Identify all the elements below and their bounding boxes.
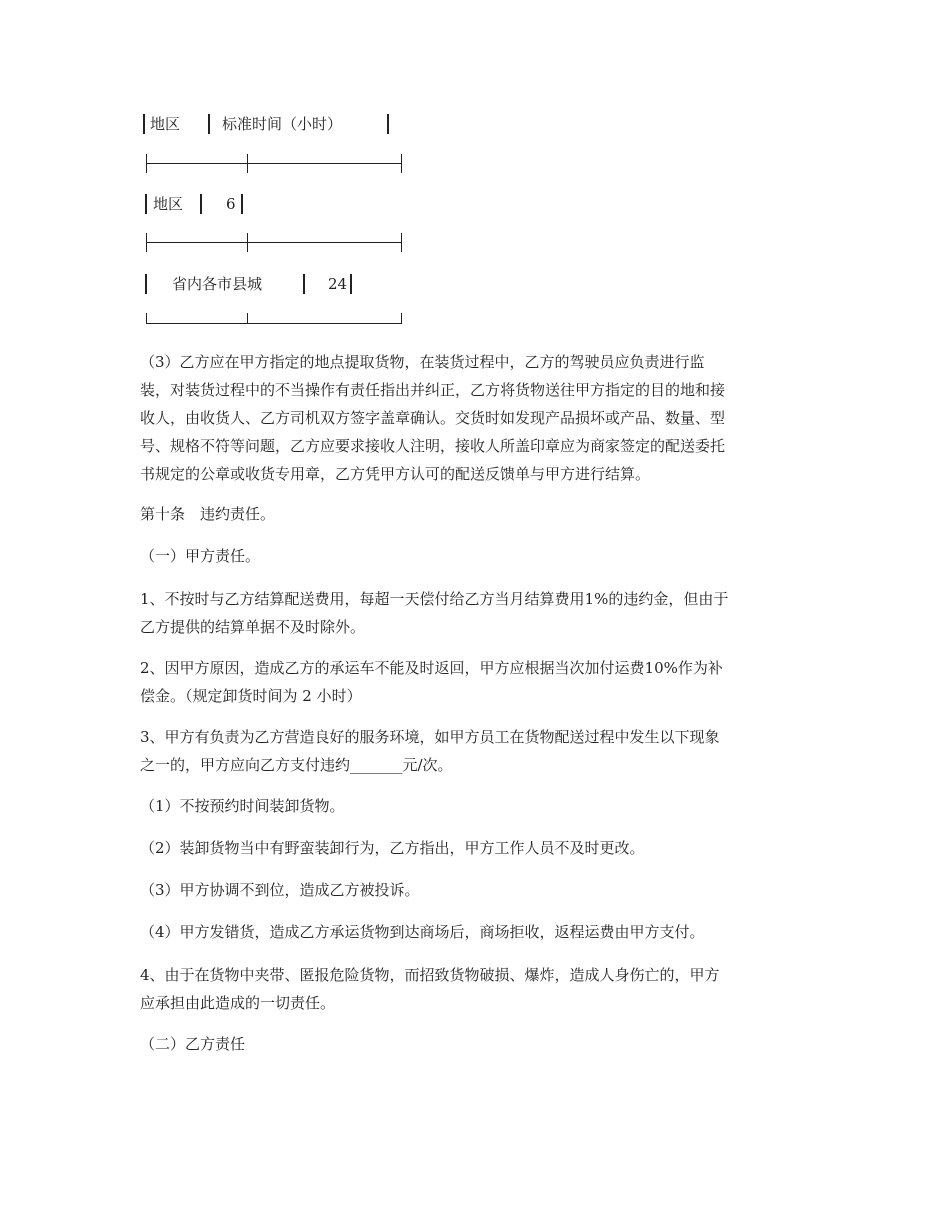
table-vbar xyxy=(200,194,202,214)
party-a-item-3-sub-2: （2）装卸货物当中有野蛮装卸行为，乙方指出，甲方工作人员不及时更改。 xyxy=(140,839,645,857)
table-cell-region: 省内各市县城 xyxy=(172,275,263,293)
table-vbar xyxy=(143,114,145,134)
table-cell-hours: 6 xyxy=(226,195,236,213)
table-cell-hours: 24 xyxy=(328,275,348,293)
table-cell-time-header: 标准时间（小时） xyxy=(222,115,343,133)
table-vbar xyxy=(350,274,352,294)
party-a-item-3-sub-1: （1）不按预约时间装卸货物。 xyxy=(140,797,345,815)
table-separator-tick xyxy=(146,313,147,324)
article-10-heading: 第十条 违约责任。 xyxy=(140,505,276,523)
table-separator-tick xyxy=(146,154,147,173)
table-separator-tick xyxy=(247,154,248,173)
table-vbar xyxy=(208,114,210,134)
table-separator-tick xyxy=(146,233,147,252)
party-a-item-4: 4、由于在货物中夹带、匿报危险货物，而招致货物破损、爆炸，造成人身伤亡的，甲方 应承担由此造成的一切责任。 xyxy=(140,966,720,1012)
table-separator xyxy=(146,163,402,164)
table-separator-tick xyxy=(401,233,402,252)
table-vbar xyxy=(145,194,147,214)
table-separator-tick xyxy=(401,154,402,173)
party-a-item-2: 2、因甲方原因，造成乙方的承运车不能及时返回，甲方应根据当次加付运费10%作为补 偿金。（规定卸货时间为 2 小时） xyxy=(140,659,723,705)
party-b-heading: （二）乙方责任 xyxy=(140,1035,246,1053)
party-a-item-3-sub-4: （4）甲方发错货，造成乙方承运货物到达商场后，商场拒收，返程运费由甲方支付。 xyxy=(140,923,705,941)
table-vbar xyxy=(303,274,305,294)
table-separator-tick xyxy=(401,313,402,324)
party-a-heading: （一）甲方责任。 xyxy=(140,547,261,565)
clause-3-paragraph: （3）乙方应在甲方指定的地点提取货物，在装货过程中，乙方的驾驶员应负责进行监 装，对装货过程中的不当操作有责任指出并纠正，乙方将货物送往甲方指定的目的地和接 收人，由收货人、乙方司机双方签字盖章确认。交货时如发现产品损坏或产品、数量、型 号、规格不符等问题，乙方应要求接收人注明，接收人所盖印章应为商家签定的配送委托 书规定的公章或收货专用章，乙方凭甲方认可的配送反馈单与甲方进行结算。 xyxy=(140,353,726,483)
table-vbar xyxy=(145,274,147,294)
table-vbar xyxy=(241,194,243,214)
table-cell-region: 地区 xyxy=(153,195,184,213)
table-cell-region-header: 地区 xyxy=(150,115,181,133)
table-separator-tick xyxy=(247,313,248,324)
party-a-item-1: 1、不按时与乙方结算配送费用，每超一天偿付给乙方当月结算费用1%的违约金，但由于 乙方提供的结算单据不及时除外。 xyxy=(140,590,729,636)
table-vbar xyxy=(387,114,389,134)
table-separator-tick xyxy=(247,233,248,252)
table-separator xyxy=(146,242,402,243)
party-a-item-3-sub-3: （3）甲方协调不到位，造成乙方被投诉。 xyxy=(140,881,420,899)
table-bottom-border xyxy=(146,323,402,324)
party-a-item-3: 3、甲方有负责为乙方营造良好的服务环境，如甲方员工在货物配送过程中发生以下现象 之一的，甲方应向乙方支付违约_______元/次。 xyxy=(140,728,720,774)
